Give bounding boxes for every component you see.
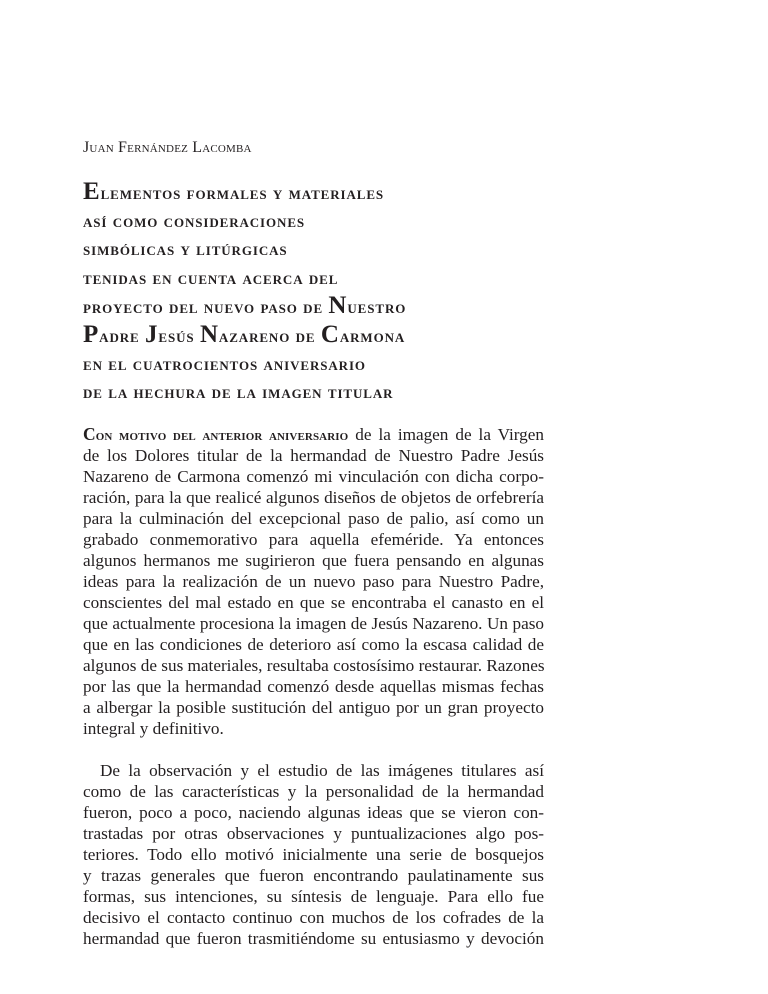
- lead-rest: on motivo del anterior aniversario: [95, 428, 349, 444]
- body-line: y trazas generales que fueron encontrando paulatinamente sus: [83, 866, 544, 885]
- body-line: De la observación y el estudio de las imágenes titulares así: [100, 761, 544, 780]
- title-line-5-rest: uestro: [347, 297, 407, 318]
- title-line-3: simbólicas y litúrgicas: [83, 239, 288, 260]
- body-line: conscientes del mal estado en que se encontraba el canasto en el: [83, 593, 544, 612]
- title-word-azareno: azareno de: [218, 325, 321, 346]
- body-line: teriores. Todo ello motivó inicialmente una serie de bosquejos: [83, 845, 544, 864]
- title-line-5-text: proyecto del nuevo paso de: [83, 297, 329, 318]
- article-body: [83, 424, 544, 949]
- lead-initial: C: [83, 424, 96, 444]
- title-cap-j: J: [145, 320, 159, 348]
- title-word-adre: adre: [99, 325, 146, 346]
- body-line: que actualmente procesiona la imagen de Jesús Nazareno. Un paso: [83, 614, 544, 633]
- body-line: Nazareno de Carmona comenzó mi vinculación con dicha corpo-: [83, 467, 544, 486]
- body-line: fueron, poco a poco, naciendo algunas ideas que se vieron con-: [83, 803, 544, 822]
- body-line: algunos hermanos me sugirieron que fuera pensando en algunas: [83, 551, 544, 570]
- body-line: a albergar la posible sustitución del antiguo por un gran proyecto: [83, 698, 544, 717]
- title-word-armona: armona: [339, 325, 406, 346]
- title-cap-n: N: [328, 292, 348, 320]
- author-name: Juan Fernández Lacomba: [83, 139, 252, 156]
- title-line-8: de la hechura de la imagen titular: [83, 382, 394, 403]
- title-initial-cap: E: [83, 178, 101, 205]
- body-line: grabado conmemorativo para aquella efeméride. Ya entonces: [83, 530, 544, 549]
- body-line: que en las condiciones de deterioro así como la escasa calidad de: [83, 635, 544, 654]
- body-line: algunos de sus materiales, resultaba costosísimo restaurar. Razones: [83, 656, 545, 675]
- title-cap-c: C: [320, 320, 340, 348]
- title-line-1: [83, 178, 406, 207]
- title-line-2: así como consideraciones: [83, 210, 306, 231]
- title-line-5: [83, 292, 406, 321]
- body-line: formas, sus intenciones, su síntesis de lenguaje. Para ello fue: [83, 887, 544, 906]
- title-line-1-text: lementos formales y materiales: [100, 183, 385, 203]
- title-cap-n2: N: [199, 320, 219, 348]
- body-line: decisivo el contacto continuo con muchos de los cofrades de la: [83, 908, 544, 927]
- body-line: por las que la hermandad comenzó desde aquellas mismas fechas: [83, 677, 544, 696]
- body-line: integral y definitivo.: [83, 719, 224, 738]
- body-line: [83, 424, 544, 445]
- title-line-7: en el cuatrocientos aniversario: [83, 353, 366, 374]
- body-line: trastadas por otras observaciones y puntualizaciones algo pos-: [83, 824, 544, 843]
- title-cap-p: P: [83, 320, 100, 348]
- body-line: ración, para la que realicé algunos diseños de objetos de orfebrería: [83, 488, 544, 507]
- body-line: ideas para la realización de un nuevo paso para Nuestro Padre,: [83, 572, 544, 591]
- title-line-6: [83, 321, 406, 350]
- title-line-4: tenidas en cuenta acerca del: [83, 267, 339, 288]
- body-line: de los Dolores titular de la hermandad de Nuestro Padre Jesús: [83, 446, 544, 465]
- title-word-esus: esús: [158, 325, 200, 346]
- line-text: de la imagen de la Virgen: [348, 425, 544, 444]
- paragraph-2: [83, 760, 544, 949]
- lead-in-small-caps: [83, 424, 349, 444]
- article-title: [83, 178, 406, 407]
- body-line: como de las características y la personalidad de la hermandad: [83, 782, 544, 801]
- body-line: hermandad que fueron trasmitiéndome su entusiasmo y devoción: [83, 929, 544, 948]
- paragraph-1: [83, 424, 544, 739]
- body-line: para la culminación del excepcional paso de palio, así como un: [83, 509, 544, 528]
